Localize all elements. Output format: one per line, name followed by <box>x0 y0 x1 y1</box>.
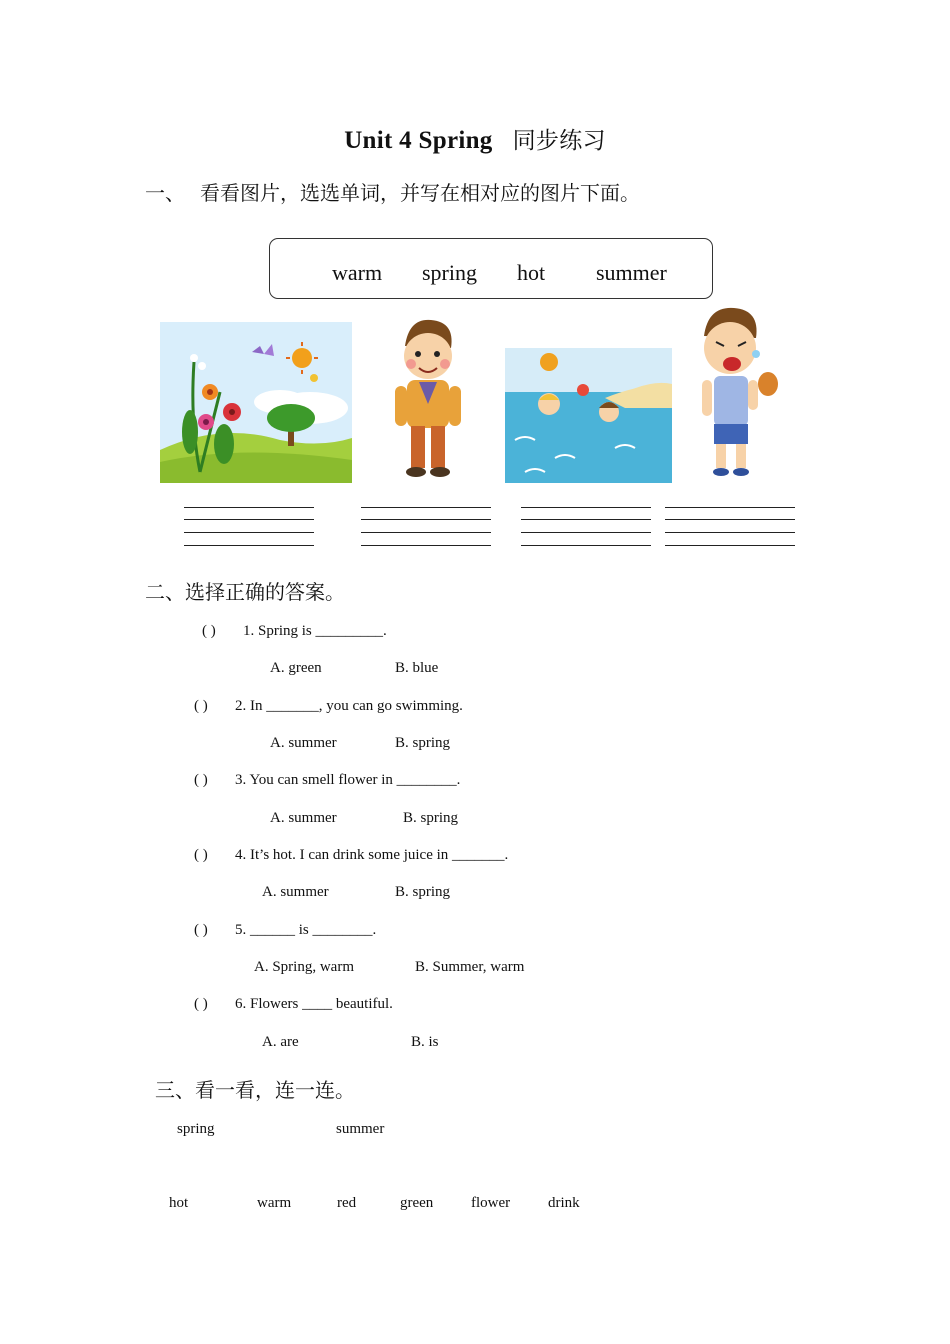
match-word-bottom[interactable]: red <box>337 1195 357 1211</box>
option-a[interactable]: A. green <box>270 660 322 676</box>
match-word-bottom[interactable]: green <box>400 1195 434 1211</box>
answer-paren[interactable]: ( ) <box>194 772 208 788</box>
writing-line[interactable] <box>361 507 491 508</box>
section1-number: 一、 <box>145 181 185 205</box>
question-text: 1. Spring is _________. <box>243 623 387 639</box>
writing-line[interactable] <box>184 519 314 520</box>
section1-instruction: 看看图片，选选单词，并写在相对应的图片下面。 <box>200 181 640 205</box>
question-text: 4. It’s hot. I can drink some juice in _______. <box>235 847 509 863</box>
writing-line[interactable] <box>665 532 795 533</box>
option-b[interactable]: B. spring <box>403 810 459 826</box>
match-word-bottom[interactable]: flower <box>471 1195 511 1211</box>
writing-line[interactable] <box>184 507 314 508</box>
match-word-bottom[interactable]: hot <box>169 1195 189 1211</box>
writing-line[interactable] <box>665 545 795 546</box>
question-text: 3. You can smell flower in ________. <box>235 772 461 788</box>
writing-line[interactable] <box>361 519 491 520</box>
title-english: Unit 4 Spring <box>344 127 493 154</box>
page-title <box>0 122 950 155</box>
writing-line[interactable] <box>521 545 651 546</box>
answer-paren[interactable]: ( ) <box>194 922 208 938</box>
word-bank-word: warm <box>332 260 383 285</box>
match-word-top[interactable]: summer <box>336 1121 385 1137</box>
match-word-bottom[interactable]: drink <box>548 1195 580 1211</box>
option-b[interactable]: B. spring <box>395 735 451 751</box>
swimming-picture <box>505 348 672 483</box>
option-a[interactable]: A. summer <box>270 735 337 751</box>
option-a[interactable]: A. are <box>262 1034 299 1050</box>
option-b[interactable]: B. blue <box>395 660 439 676</box>
option-b[interactable]: B. Summer, warm <box>415 959 525 975</box>
writing-line[interactable] <box>665 519 795 520</box>
writing-line[interactable] <box>521 507 651 508</box>
writing-line[interactable] <box>361 532 491 533</box>
word-bank-word: hot <box>517 260 546 285</box>
hot-boy-picture <box>694 306 786 482</box>
answer-paren[interactable]: ( ) <box>194 847 208 863</box>
match-word-bottom[interactable]: warm <box>257 1195 292 1211</box>
writing-line[interactable] <box>361 545 491 546</box>
match-word-top[interactable]: spring <box>177 1121 215 1137</box>
spring-flowers-picture <box>160 322 352 483</box>
answer-paren[interactable]: ( ) <box>194 996 208 1012</box>
question-text: 5. ______ is ________. <box>235 922 377 938</box>
option-a[interactable]: A. Spring, warm <box>254 959 354 975</box>
word-bank-word: summer <box>596 260 667 285</box>
question-text: 2. In _______, you can go swimming. <box>235 698 463 714</box>
option-a[interactable]: A. summer <box>262 884 329 900</box>
answer-paren[interactable]: ( ) <box>202 623 216 639</box>
writing-line[interactable] <box>665 507 795 508</box>
answer-paren[interactable]: ( ) <box>194 698 208 714</box>
warm-boy-picture <box>385 316 469 482</box>
question-text: 6. Flowers ____ beautiful. <box>235 996 393 1012</box>
section3-heading: 三、看一看，连一连。 <box>155 1078 355 1102</box>
section2-heading: 二、选择正确的答案。 <box>145 580 345 604</box>
option-a[interactable]: A. summer <box>270 810 337 826</box>
writing-line[interactable] <box>184 545 314 546</box>
option-b[interactable]: B. spring <box>395 884 451 900</box>
writing-line[interactable] <box>521 532 651 533</box>
writing-line[interactable] <box>521 519 651 520</box>
writing-line[interactable] <box>184 532 314 533</box>
word-bank-word: spring <box>422 260 477 285</box>
title-chinese: 同步练习 <box>512 128 606 154</box>
option-b[interactable]: B. is <box>411 1034 439 1050</box>
